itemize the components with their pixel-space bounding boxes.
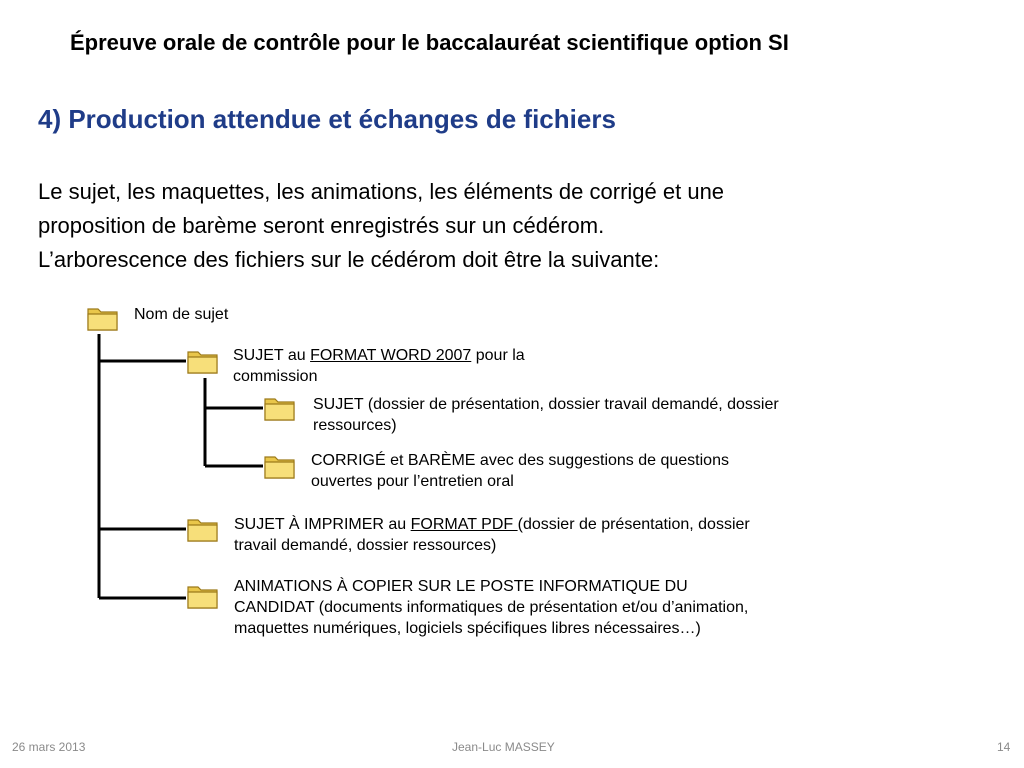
folder-icon[interactable] [186,346,220,376]
pdf-folder-text: travail demandé, dossier ressources) [234,537,497,554]
format-word-link: FORMAT WORD 2007 [310,347,472,364]
folder-icon[interactable] [263,393,297,423]
intro-line: L’arborescence des fichiers sur le cédérom doit être la suivante: [38,247,660,272]
pdf-folder-text: SUJET À IMPRIMER au [234,516,411,533]
word-folder-text: pour la [471,347,525,364]
folder-icon[interactable] [86,303,120,333]
sujet-folder-label [313,394,913,436]
footer-page-number: 14 [997,740,1011,754]
anim-folder-text: CANDIDAT (documents informatiques de présentation et/ou d’animation, [234,599,749,616]
corrige-folder-text: CORRIGÉ et BARÈME avec des suggestions de questions [311,452,729,469]
sujet-folder-text: ressources) [313,417,397,434]
corrige-folder-text: ouvertes pour l’entretien oral [311,473,514,490]
anim-folder-text: maquettes numériques, logiciels spécifiques libres nécessaires…) [234,620,701,637]
intro-line: Le sujet, les maquettes, les animations, les éléments de corrigé et une [38,179,725,204]
folder-icon[interactable] [186,514,220,544]
pdf-folder-label [234,514,914,556]
folder-icon[interactable] [186,581,220,611]
folder-icon[interactable] [263,451,297,481]
anim-folder-label [234,576,954,639]
word-folder-text: SUJET au [233,347,311,364]
intro-line: proposition de barème seront enregistrés sur un cédérom. [38,213,605,238]
footer-date: 26 mars 2013 [12,740,86,754]
corrige-folder-label [311,450,871,492]
footer-author: Jean-Luc MASSEY [452,740,555,754]
word-folder-label [233,345,633,387]
format-pdf-link: FORMAT PDF [410,516,518,533]
sujet-folder-text: SUJET (dossier de présentation, dossier travail demandé, dossier [313,396,779,413]
section-title: 4) Production attendue et échanges de fichiers [38,104,616,134]
anim-folder-text: ANIMATIONS À COPIER SUR LE POSTE INFORMATIQUE DU [234,578,688,595]
word-folder-text: commission [233,368,318,385]
slide-header-title: Épreuve orale de contrôle pour le baccalauréat scientifique option SI [70,30,789,55]
root-folder-label: Nom de sujet [134,306,229,323]
pdf-folder-text: (dossier de présentation, dossier [517,516,750,533]
